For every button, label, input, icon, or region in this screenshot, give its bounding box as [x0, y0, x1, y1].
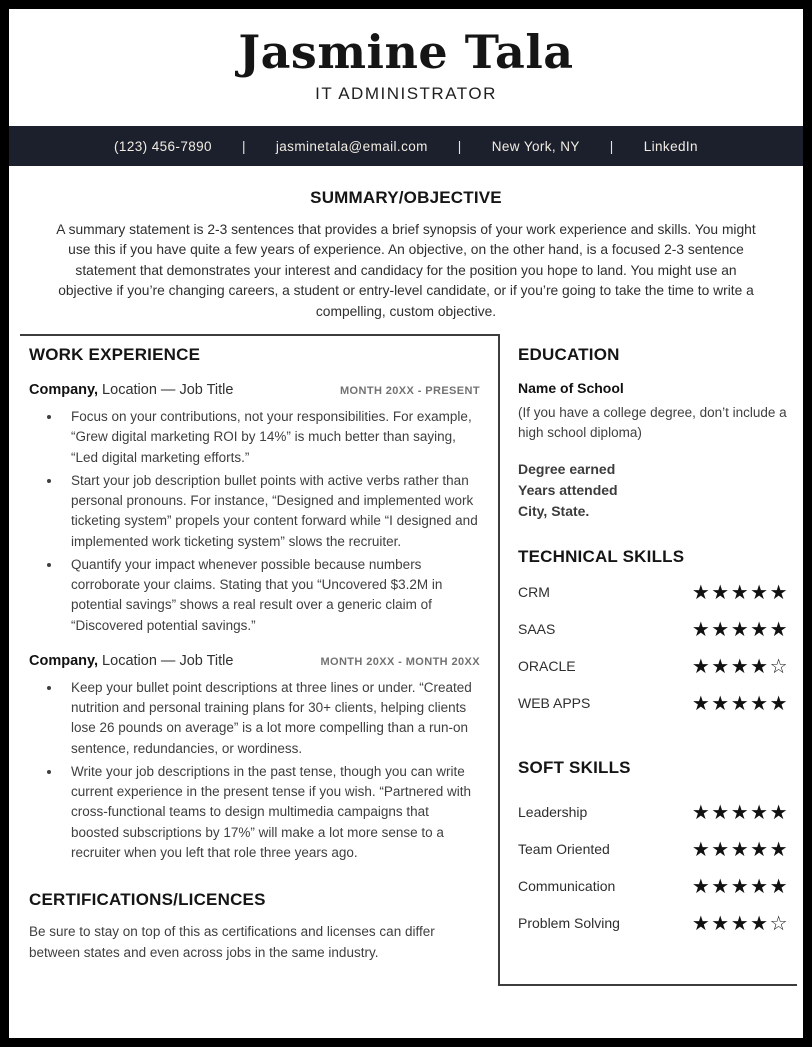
job-location-title: Location — Job Title — [98, 382, 234, 398]
skill-label: WEB APPS — [518, 695, 591, 711]
work-experience-heading: WORK EXPERIENCE — [29, 345, 201, 364]
star-rating: ★★★★★ — [691, 581, 789, 604]
job-bullet-list — [29, 678, 480, 863]
contact-linkedin-link[interactable]: LinkedIn — [643, 138, 698, 154]
star-rating: ★★★★★ — [691, 801, 789, 824]
contact-phone: (123) 456-7890 — [114, 138, 212, 154]
job-company: Company, — [29, 382, 99, 398]
contact-bar — [9, 126, 803, 166]
education-degree: Degree earned — [518, 460, 616, 477]
job-bullet: • Write your job descriptions in the past tense, though you can write current experience in the present tense if you wish. “Partnered with cross-functional teams to design multimedia campaigns that boosted subscriptions by 17%” will make a lot more sense to a recruiter when you left that role three years ago. — [62, 762, 480, 863]
job-bullet: • Keep your bullet point descriptions at three lines or under. “Created nutrition and personal training plans for 30+ clients, helping clients lose 26 pounds on average” is a lot more compelling than a run-on sentence, redundancies, or wordiness. — [62, 678, 480, 759]
summary-heading: SUMMARY/OBJECTIVE — [310, 188, 502, 207]
certifications-body: Be sure to stay on top of this as certifications and licenses can differ between states and even across jobs in the same industry. — [29, 924, 435, 960]
skill-label: ORACLE — [518, 658, 576, 674]
skill-row — [518, 831, 789, 868]
star-rating: ★★★★☆ — [691, 655, 789, 678]
contact-separator: | — [457, 138, 462, 154]
education-years: Years attended — [518, 481, 618, 498]
right-column-bottom-border — [498, 984, 797, 986]
main-columns — [9, 334, 803, 1038]
skill-row — [518, 905, 789, 942]
job-company: Company, — [29, 652, 99, 669]
skill-row — [518, 574, 789, 611]
skill-label: Problem Solving — [518, 915, 620, 931]
soft-skills-heading: SOFT SKILLS — [518, 757, 631, 777]
left-column-top-border — [20, 334, 498, 336]
star-rating: ★★★★☆ — [691, 912, 789, 935]
contact-separator: | — [241, 138, 246, 154]
column-divider-line — [498, 334, 500, 984]
job-bullet: • Focus on your contributions, not your responsibilities. For example, “Grew digital marketing ROI by 14%” is much better than saying, “Led digital marketing efforts.” — [62, 407, 480, 468]
skill-row — [518, 685, 789, 722]
skill-row — [518, 648, 789, 685]
education-heading: EDUCATION — [518, 345, 620, 364]
skill-label: Team Oriented — [518, 841, 610, 857]
candidate-job-title: IT ADMINISTRATOR — [315, 83, 497, 103]
skill-row — [518, 794, 789, 831]
star-rating: ★★★★★ — [691, 692, 789, 715]
job-header — [29, 653, 480, 669]
candidate-name: Jasmine Tala — [238, 25, 574, 79]
certifications-section — [29, 890, 480, 964]
education-city-state: City, State. — [518, 502, 590, 519]
contact-separator: | — [609, 138, 614, 154]
job-bullet-list — [29, 407, 480, 636]
technical-skills-heading: TECHNICAL SKILLS — [518, 546, 685, 566]
skill-label: Leadership — [518, 804, 588, 820]
skill-row — [518, 611, 789, 648]
star-rating: ★★★★★ — [691, 618, 789, 641]
education-details — [518, 459, 789, 522]
technical-skills-list — [518, 574, 789, 722]
star-rating: ★★★★★ — [691, 838, 789, 861]
job-bullet: • Quantify your impact whenever possible because numbers corroborate your claims. Stating that you “Uncovered $3.2M in potential savings” shows a real result over a generic claim of “Discovered potential savings.” — [62, 555, 480, 636]
star-rating: ★★★★★ — [691, 875, 789, 898]
skill-label: SAAS — [518, 621, 556, 637]
job-header — [29, 382, 480, 398]
certifications-heading: CERTIFICATIONS/LICENCES — [29, 890, 266, 909]
summary-body: A summary statement is 2-3 sentences that provides a brief synopsis of your work experience and skills. You might use this if you have quite a few years of experience. An objective, on the other hand, is a focused 2-3 sentence statement that demonstrates your interest and candidacy for the position you hope to land. You might use an objective if you’re changing careers, a student or entry-level candidate, or if you’re going to take the time to write a compelling, custom objective. — [56, 222, 756, 319]
soft-skills-list — [518, 794, 789, 942]
skill-label: CRM — [518, 584, 550, 600]
job-company-title — [29, 382, 233, 398]
skill-label: Communication — [518, 878, 616, 894]
job-location-title: Location — Job Title — [98, 652, 234, 669]
education-school: Name of School — [518, 380, 624, 396]
job-company-title — [29, 653, 233, 669]
contact-location: New York, NY — [491, 138, 580, 154]
job-entry — [29, 382, 480, 636]
contact-email-link[interactable]: jasminetala@email.com — [275, 138, 428, 154]
job-bullet: • Start your job description bullet points with active verbs rather than personal pronouns. For instance, “Designed and implemented work ticketing system” propels your content forward while “I designed and implemented work ticketing system” slows the recruiter. — [62, 471, 480, 552]
education-note: (If you have a college degree, don’t include a high school diploma) — [518, 405, 787, 441]
job-entry — [29, 653, 480, 863]
resume-header — [9, 9, 803, 126]
job-dates: MONTH 20XX - PRESENT — [339, 385, 480, 397]
left-column — [9, 334, 498, 1038]
right-column — [498, 334, 803, 1038]
summary-section — [9, 166, 803, 334]
job-dates: MONTH 20XX - MONTH 20XX — [320, 655, 480, 668]
skill-row — [518, 868, 789, 905]
